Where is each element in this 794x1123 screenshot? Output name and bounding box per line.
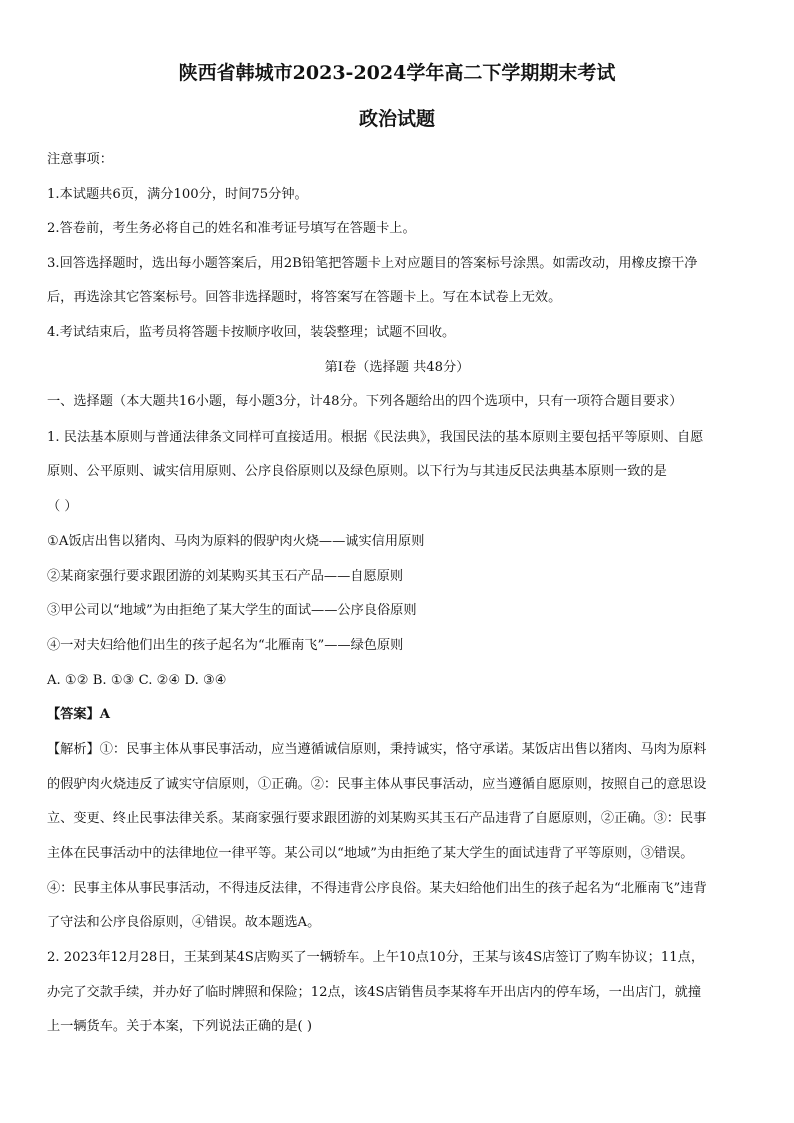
section-title: 第Ⅰ卷（选择题 共48分） bbox=[324, 360, 470, 375]
question-1-analysis-line: ④：民事主体从事民事活动，不得违反法律，不得违背公序良俗。某夫妇给他们出生的孩子起名为“北雁南飞”违背 bbox=[47, 881, 707, 896]
notice-item: 2.答卷前，考生务必将自己的姓名和准考证号填写在答题卡上。 bbox=[47, 221, 416, 236]
question-1-line: 1. 民法基本原则与普通法律条文同样可直接适用。根据《民法典》，我国民法的基本原则主要包括平等原则、自愿 bbox=[47, 430, 704, 445]
notice-item: 后，再选涂其它答案标号。回答非选择题时，将答案写在答题卡上。写在本试卷上无效。 bbox=[47, 290, 562, 305]
question-1-choices: A. ①② B. ①③ C. ②④ D. ③④ bbox=[47, 673, 227, 688]
question-1-line: （ ） bbox=[47, 499, 78, 514]
question-1-option: ④一对夫妇给他们出生的孩子起名为“北雁南飞”——绿色原则 bbox=[47, 638, 404, 653]
notice-item: 4.考试结束后，监考员将答题卡按顺序收回，装袋整理；试题不回收。 bbox=[47, 325, 456, 340]
question-1-answer: 【答案】A bbox=[47, 707, 110, 722]
question-1-analysis-line: 主体在民事活动中的法律地位一律平等。某公司以“地域”为由拒绝了某大学生的面试违背了平等原则，③错误。 bbox=[47, 846, 694, 861]
question-2-line: 2. 2023年12月28日，王某到某4S店购买了一辆轿车。上午10点10分，王某与该4S店签订了购车协议；11点， bbox=[47, 950, 705, 965]
question-1-option: ①A饭店出售以猪肉、马肉为原料的假驴肉火烧——诚实信用原则 bbox=[47, 534, 425, 549]
part-heading: 一、选择题（本大题共16小题，每小题3分，计48分。下列各题给出的四个选项中，只有一项符合题目要求） bbox=[47, 394, 683, 409]
question-1-line: 原则、公平原则、诚实信用原则、公序良俗原则以及绿色原则。以下行为与其违反民法典基本原则一致的是 bbox=[47, 464, 667, 479]
question-2-line: 上一辆货车。关于本案，下列说法正确的是( ) bbox=[47, 1019, 313, 1034]
question-1-option: ②某商家强行要求跟团游的刘某购买其玉石产品——自愿原则 bbox=[47, 569, 404, 584]
notice-item: 3.回答选择题时，选出每小题答案后，用2B铅笔把答题卡上对应题目的答案标号涂黑。如需改动，用橡皮擦干净 bbox=[47, 256, 698, 271]
notice-heading: 注意事项： bbox=[47, 152, 113, 167]
exam-title: 陕西省韩城市2023-2024学年高二下学期期末考试 bbox=[178, 62, 616, 84]
question-1-analysis-line: 的假驴肉火烧违反了诚实守信原则，①正确。②：民事主体从事民事活动，应当遵循自愿原则，按照自己的意思设 bbox=[47, 777, 707, 792]
question-1-analysis-line: 【解析】①：民事主体从事民事活动，应当遵循诚信原则，秉持诚实，恪守承诺。某饭店出售以猪肉、马肉为原料 bbox=[47, 742, 707, 757]
notice-item: 1.本试题共6页，满分100分，时间75分钟。 bbox=[47, 187, 308, 202]
question-1-analysis-line: 了守法和公序良俗原则，④错误。故本题选A。 bbox=[47, 915, 321, 930]
question-2-line: 办完了交款手续，并办好了临时牌照和保险；12点，该4S店销售员李某将车开出店内的停车场，一出店门，就撞 bbox=[47, 985, 702, 1000]
exam-subtitle: 政治试题 bbox=[358, 108, 435, 130]
question-1-option: ③甲公司以“地域”为由拒绝了某大学生的面试——公序良俗原则 bbox=[47, 603, 417, 618]
question-1-analysis-line: 立、变更、终止民事法律关系。某商家强行要求跟团游的刘某购买其玉石产品违背了自愿原则，②正确。③：民事 bbox=[47, 811, 707, 826]
